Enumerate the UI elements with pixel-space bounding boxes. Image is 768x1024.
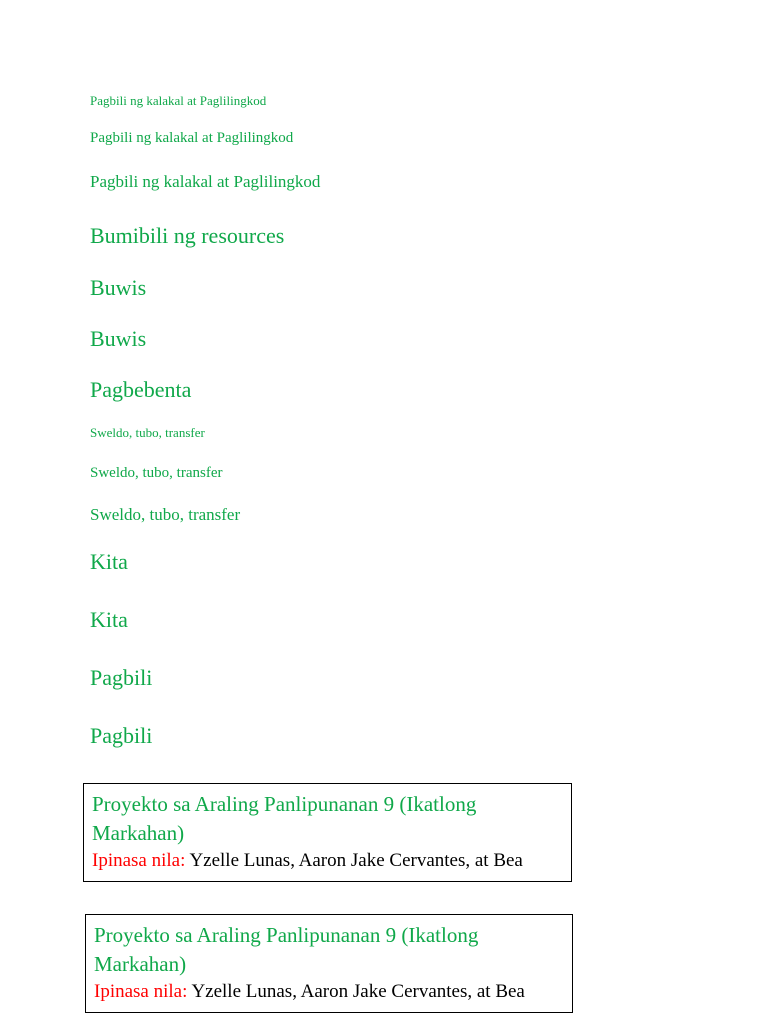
text-line: Pagbili <box>90 723 153 748</box>
project-title: Proyekto sa Araling Panlipunanan 9 (Ikatlong Markahan) <box>92 792 477 845</box>
submitted-by <box>94 979 564 1005</box>
text-line: Pagbebenta <box>90 377 192 402</box>
project-card <box>83 783 572 882</box>
project-title: Proyekto sa Araling Panlipunanan 9 (Ikatlong Markahan) <box>94 923 479 976</box>
text-line: Buwis <box>90 275 147 300</box>
text-line: Kita <box>90 607 128 632</box>
text-line: Pagbili ng kalakal at Paglilingkod <box>90 93 267 108</box>
text-line: Bumibili ng resources <box>90 223 285 248</box>
submitted-by <box>92 848 563 874</box>
submitted-label: Ipinasa nila: <box>94 981 188 1002</box>
text-line: Pagbili <box>90 665 153 690</box>
text-line: Pagbili ng kalakal at Paglilingkod <box>90 172 321 191</box>
project-card <box>85 914 573 1013</box>
text-line: Pagbili ng kalakal at Paglilingkod <box>90 130 294 146</box>
student-names: Yzelle Lunas, Aaron Jake Cervantes, at Bea <box>189 850 523 871</box>
submitted-label: Ipinasa nila: <box>92 850 186 871</box>
student-names: Yzelle Lunas, Aaron Jake Cervantes, at Bea <box>191 981 525 1002</box>
text-line: Sweldo, tubo, transfer <box>90 425 205 440</box>
text-line: Buwis <box>90 326 147 351</box>
text-line: Kita <box>90 549 128 574</box>
text-line: Sweldo, tubo, transfer <box>90 505 241 524</box>
text-line: Sweldo, tubo, transfer <box>90 465 223 481</box>
